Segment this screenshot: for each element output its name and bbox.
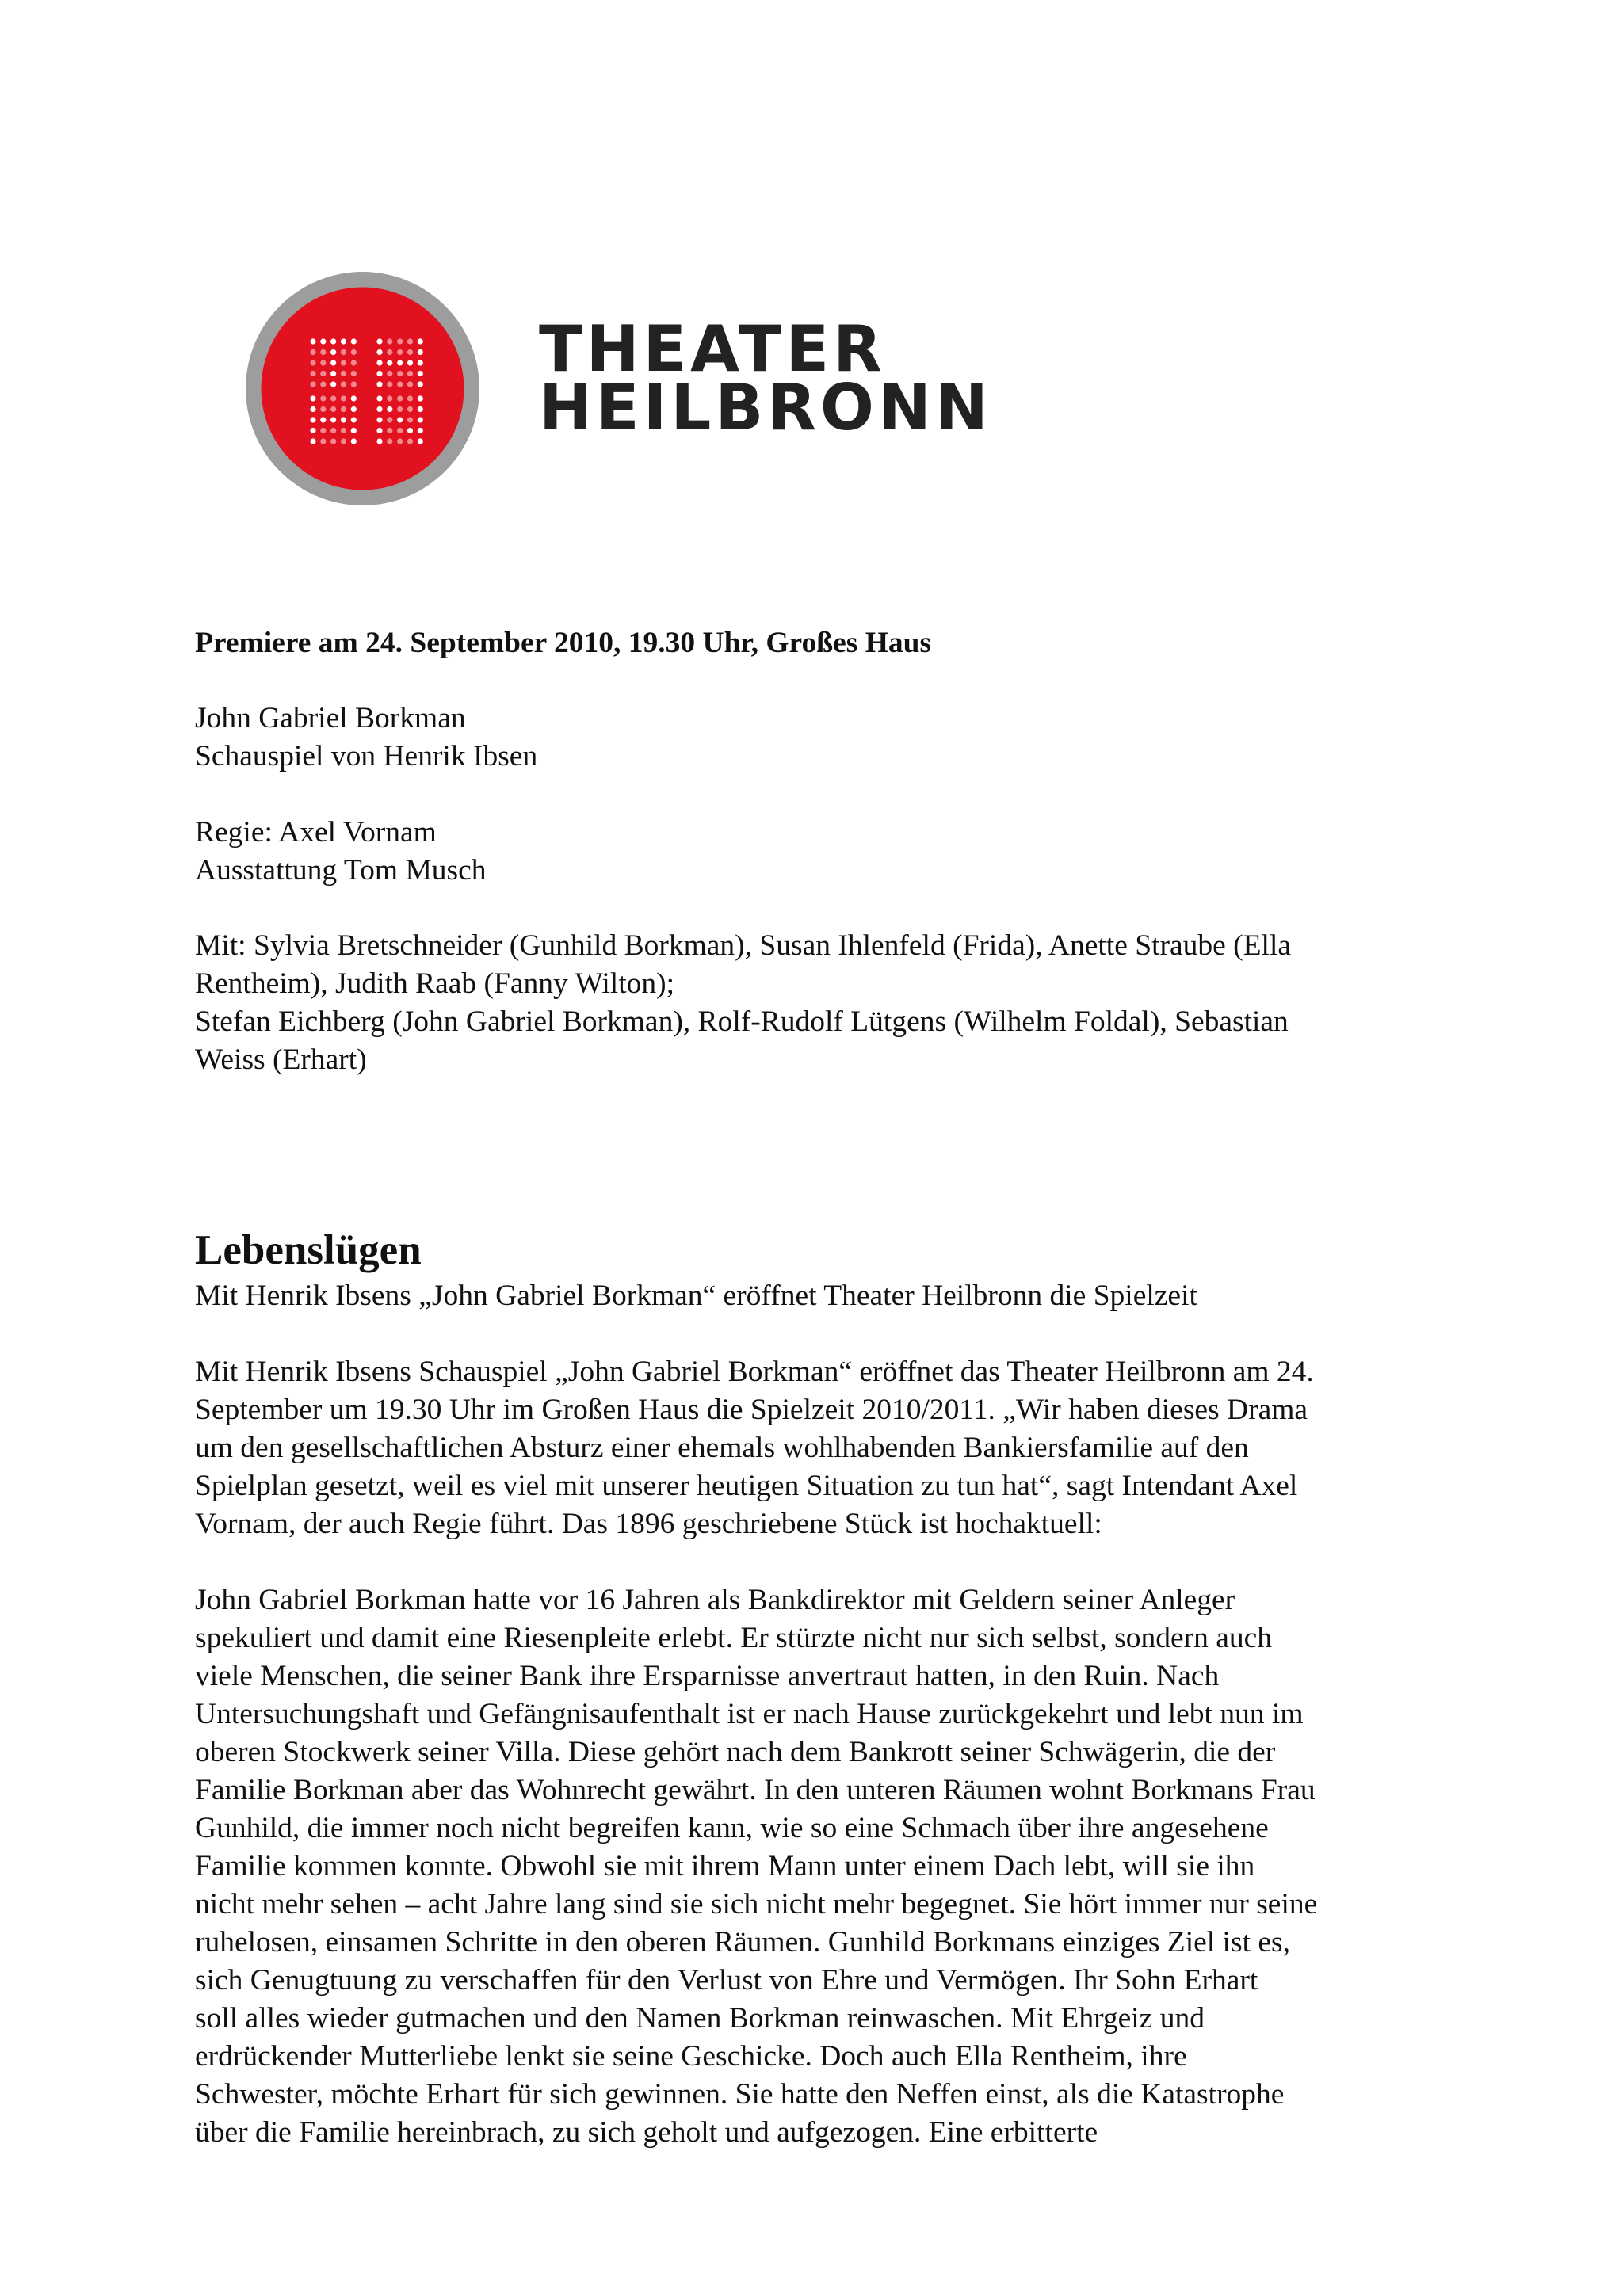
logo-dot <box>310 338 315 344</box>
logo-dot <box>418 406 423 412</box>
paragraph-line: Untersuchungshaft und Gefängnisaufenthalt ist er nach Hause zurückgekehrt und lebt nun im <box>195 1698 1304 1730</box>
paragraph-line: sich Genugtuung zu verschaffen für den Verlust von Ehre und Vermögen. Ihr Sohn Erhart <box>195 1964 1258 1997</box>
logo-dot <box>330 395 336 401</box>
logo-dot <box>397 360 403 365</box>
logo-dot <box>418 338 423 344</box>
logo-dot <box>351 438 357 444</box>
logo-dot <box>351 406 357 412</box>
paragraph-line: über die Familie hereinbrach, zu sich geholt und aufgezogen. Eine erbitterte <box>195 2116 1098 2149</box>
design-credit: Ausstattung Tom Musch <box>195 854 487 887</box>
logo-dot <box>310 428 315 433</box>
logo-dot <box>341 438 346 444</box>
logo-dot <box>397 417 403 422</box>
logo-dot <box>330 406 336 412</box>
logo-dot <box>351 395 357 401</box>
paragraph-line: September um 19.30 Uhr im Großen Haus die Spielzeit 2010/2011. „Wir haben dieses Drama <box>195 1394 1308 1426</box>
logo-dot <box>341 381 346 387</box>
logo-dot <box>397 349 403 355</box>
logo-dot <box>397 428 403 433</box>
logo-dot <box>341 371 346 376</box>
logo-dot <box>341 360 346 365</box>
logo-dot <box>330 438 336 444</box>
logo-dot <box>376 417 382 422</box>
logo-dot <box>320 338 326 344</box>
logo-dot <box>397 406 403 412</box>
paragraph-line: oberen Stockwerk seiner Villa. Diese gehört nach dem Bankrott seiner Schwägerin, die der <box>195 1736 1276 1768</box>
logo-dot <box>387 371 392 376</box>
logo-dot <box>387 338 392 344</box>
logo-dot <box>351 371 357 376</box>
logo-dot <box>407 428 413 433</box>
paragraph-line: viele Menschen, die seiner Bank ihre Ersparnisse anvertraut hatten, in den Ruin. Nach <box>195 1660 1220 1692</box>
logo-dot <box>376 349 382 355</box>
logo-dot <box>376 371 382 376</box>
logo-dot <box>351 428 357 433</box>
logo-dot <box>330 360 336 365</box>
paragraph-line: Vornam, der auch Regie führt. Das 1896 geschriebene Stück ist hochaktuell: <box>195 1508 1102 1540</box>
paragraph-line: nicht mehr sehen – acht Jahre lang sind sie sich nicht mehr begegnet. Sie hört immer nur seine <box>195 1888 1318 1920</box>
logo-dot <box>310 406 315 412</box>
logo-dot <box>320 381 326 387</box>
play-subtitle: Schauspiel von Henrik Ibsen <box>195 740 538 772</box>
logo-dot <box>407 338 413 344</box>
logo-dot <box>397 338 403 344</box>
logo-dot <box>418 381 423 387</box>
logo-dot <box>341 428 346 433</box>
logo-dot <box>376 338 382 344</box>
logo-dot <box>330 349 336 355</box>
article-subheading: Mit Henrik Ibsens „John Gabriel Borkman“ eröffnet Theater Heilbronn die Spielzeit <box>195 1280 1197 1312</box>
logo-dot <box>418 360 423 365</box>
logo-dot <box>376 406 382 412</box>
article-heading: Lebenslügen <box>195 1227 422 1273</box>
logo-dot <box>310 381 315 387</box>
logo-dot <box>376 438 382 444</box>
logo-dot <box>310 371 315 376</box>
logo-dot <box>376 428 382 433</box>
logo-dot <box>387 395 392 401</box>
logo-dot <box>341 338 346 344</box>
logo-dot <box>407 381 413 387</box>
logo-dot <box>376 395 382 401</box>
logo-dot <box>310 360 315 365</box>
logo-dot <box>418 395 423 401</box>
brand-line-theater: THEATER <box>539 312 886 386</box>
logo-dot <box>387 360 392 365</box>
logo-dot <box>407 406 413 412</box>
paragraph-line: Spielplan gesetzt, weil es viel mit unserer heutigen Situation zu tun hat“, sagt Intendant Axel <box>195 1470 1298 1502</box>
logo-dot <box>407 395 413 401</box>
logo-dot <box>376 360 382 365</box>
logo-dot <box>341 417 346 422</box>
logo-dot <box>330 417 336 422</box>
logo-dot <box>320 406 326 412</box>
paragraph-line: Schwester, möchte Erhart für sich gewinnen. Sie hatte den Neffen einst, als die Katastrophe <box>195 2078 1285 2111</box>
logo-dot <box>330 381 336 387</box>
paragraph-line: erdrückender Mutterliebe lenkt sie seine Geschicke. Doch auch Ella Rentheim, ihre <box>195 2040 1187 2073</box>
logo-dot <box>397 371 403 376</box>
logo-dot <box>351 360 357 365</box>
logo-dot <box>387 438 392 444</box>
cast-line: Weiss (Erhart) <box>195 1043 367 1076</box>
logo-dot <box>310 417 315 422</box>
cast-line: Mit: Sylvia Bretschneider (Gunhild Borkman), Susan Ihlenfeld (Frida), Anette Straube (Ella <box>195 929 1292 962</box>
logo-dot <box>418 371 423 376</box>
cast-line: Stefan Eichberg (John Gabriel Borkman), Rolf-Rudolf Lütgens (Wilhelm Foldal), Sebastian <box>195 1005 1289 1038</box>
logo-dot <box>397 381 403 387</box>
paragraph-line: Mit Henrik Ibsens Schauspiel „John Gabriel Borkman“ eröffnet das Theater Heilbronn am 24. <box>195 1356 1314 1388</box>
logo-dot <box>407 371 413 376</box>
brand-line-heilbronn: HEILBRONN <box>539 371 992 444</box>
brand-name <box>539 312 992 444</box>
logo-dot <box>330 371 336 376</box>
logo-dot <box>387 428 392 433</box>
paragraph-line: spekuliert und damit eine Riesenpleite erlebt. Er stürzte nicht nur sich selbst, sondern auch <box>195 1622 1272 1654</box>
logo-dot <box>387 381 392 387</box>
paragraph-line: ruhelosen, einsamen Schritte in den oberen Räumen. Gunhild Borkmans einziges Ziel ist es, <box>195 1926 1290 1958</box>
paragraph-line: Familie Borkman aber das Wohnrecht gewährt. In den unteren Räumen wohnt Borkmans Frau <box>195 1774 1316 1806</box>
logo-dot <box>407 438 413 444</box>
play-title: John Gabriel Borkman <box>195 702 466 734</box>
logo-dot <box>320 417 326 422</box>
logo-dot <box>407 417 413 422</box>
logo-dot <box>341 349 346 355</box>
logo-dot <box>418 349 423 355</box>
logo-dot <box>320 349 326 355</box>
logo-dot <box>407 349 413 355</box>
logo-dot <box>341 406 346 412</box>
theater-heilbronn-logo <box>246 272 479 505</box>
logo-dot <box>397 395 403 401</box>
premiere-line: Premiere am 24. September 2010, 19.30 Uhr, Großes Haus <box>195 627 932 659</box>
logo-dot <box>320 428 326 433</box>
logo-dot <box>320 371 326 376</box>
logo-dot <box>341 395 346 401</box>
director-credit: Regie: Axel Vornam <box>195 816 437 849</box>
logo-dot <box>351 338 357 344</box>
logo-dot <box>418 417 423 422</box>
logo-dot <box>351 381 357 387</box>
logo-dot <box>418 438 423 444</box>
paragraph-line: Familie kommen konnte. Obwohl sie mit ihrem Mann unter einem Dach lebt, will sie ihn <box>195 1850 1255 1882</box>
logo-dot <box>320 438 326 444</box>
logo-dot <box>387 417 392 422</box>
logo-dot <box>310 395 315 401</box>
logo-dot <box>351 349 357 355</box>
logo-dot <box>330 428 336 433</box>
logo-dot <box>320 395 326 401</box>
cast-line: Rentheim), Judith Raab (Fanny Wilton); <box>195 967 675 1000</box>
logo-dot <box>387 406 392 412</box>
logo-dot <box>310 349 315 355</box>
logo-dot <box>407 360 413 365</box>
logo-dot <box>397 438 403 444</box>
paragraph-line: um den gesellschaftlichen Absturz einer ehemals wohlhabenden Bankiersfamilie auf den <box>195 1432 1249 1464</box>
paragraph-line: John Gabriel Borkman hatte vor 16 Jahren als Bankdirektor mit Geldern seiner Anleger <box>195 1584 1235 1616</box>
logo-dot <box>376 381 382 387</box>
logo-dot <box>330 338 336 344</box>
logo-dot <box>418 428 423 433</box>
logo-dot <box>387 349 392 355</box>
paragraph-line: Gunhild, die immer noch nicht begreifen kann, wie so eine Schmach über ihre angesehene <box>195 1812 1269 1844</box>
logo-dot <box>351 417 357 422</box>
paragraph-line: soll alles wieder gutmachen und den Namen Borkman reinwaschen. Mit Ehrgeiz und <box>195 2002 1205 2035</box>
logo-dot <box>310 438 315 444</box>
logo-dot <box>320 360 326 365</box>
